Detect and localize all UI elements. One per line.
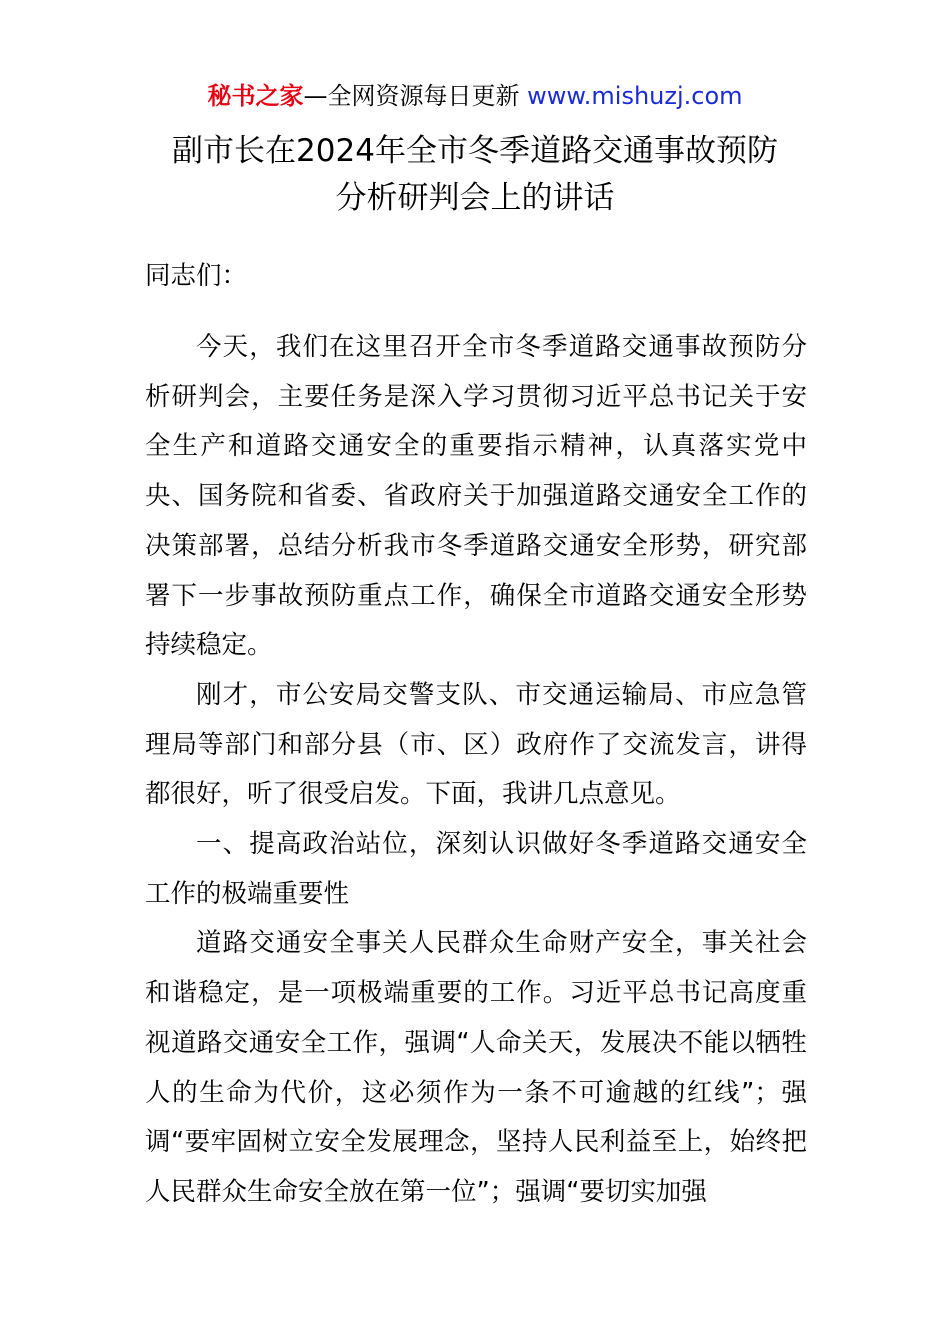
site-url-link[interactable]: www.mishuzj.com (527, 82, 743, 110)
header-tagline: —全网资源每日更新 (303, 82, 528, 110)
document-title-line-1: 副市长在2024年全市冬季道路交通事故预防 (172, 133, 778, 169)
paragraph-section-1: 道路交通安全事关人民群众生命财产安全，事关社会和谐稳定，是一项极端重要的工作。习近平总书记高度重视道路交通安全工作，强调“人命关天，发展决不能以牺牲人的生命为代价，这必须作为一条不可逾越的红线”；强调“要牢固树立安全发展理念，坚持人民利益至上，始终把人民群众生命安全放在第一位”；强调“要切实加强 (145, 928, 807, 1207)
site-header (0, 80, 950, 112)
paragraph-intro: 今天，我们在这里召开全市冬季道路交通事故预防分析研判会，主要任务是深入学习贯彻习近平总书记关于安全生产和道路交通安全的重要指示精神，认真落实党中央、国务院和省委、省政府关于加强道路交通安全工作的决策部署，总结分析我市冬季道路交通安全形势，研究部署下一步事故预防重点工作，确保全市道路交通安全形势持续稳定。 (145, 332, 807, 661)
document-body (145, 323, 807, 1218)
salutation: 同志们： (145, 261, 248, 291)
section-heading-1: 一、提高政治站位，深刻认识做好冬季道路交通安全工作的极端重要性 (145, 829, 807, 909)
document-title-line-2: 分析研判会上的讲话 (335, 180, 615, 216)
paragraph-remarks: 刚才，市公安局交警支队、市交通运输局、市应急管理局等部门和部分县（市、区）政府作了交流发言，讲得都很好，听了很受启发。下面，我讲几点意见。 (145, 679, 807, 810)
brand-name: 秘书之家 (207, 82, 304, 110)
